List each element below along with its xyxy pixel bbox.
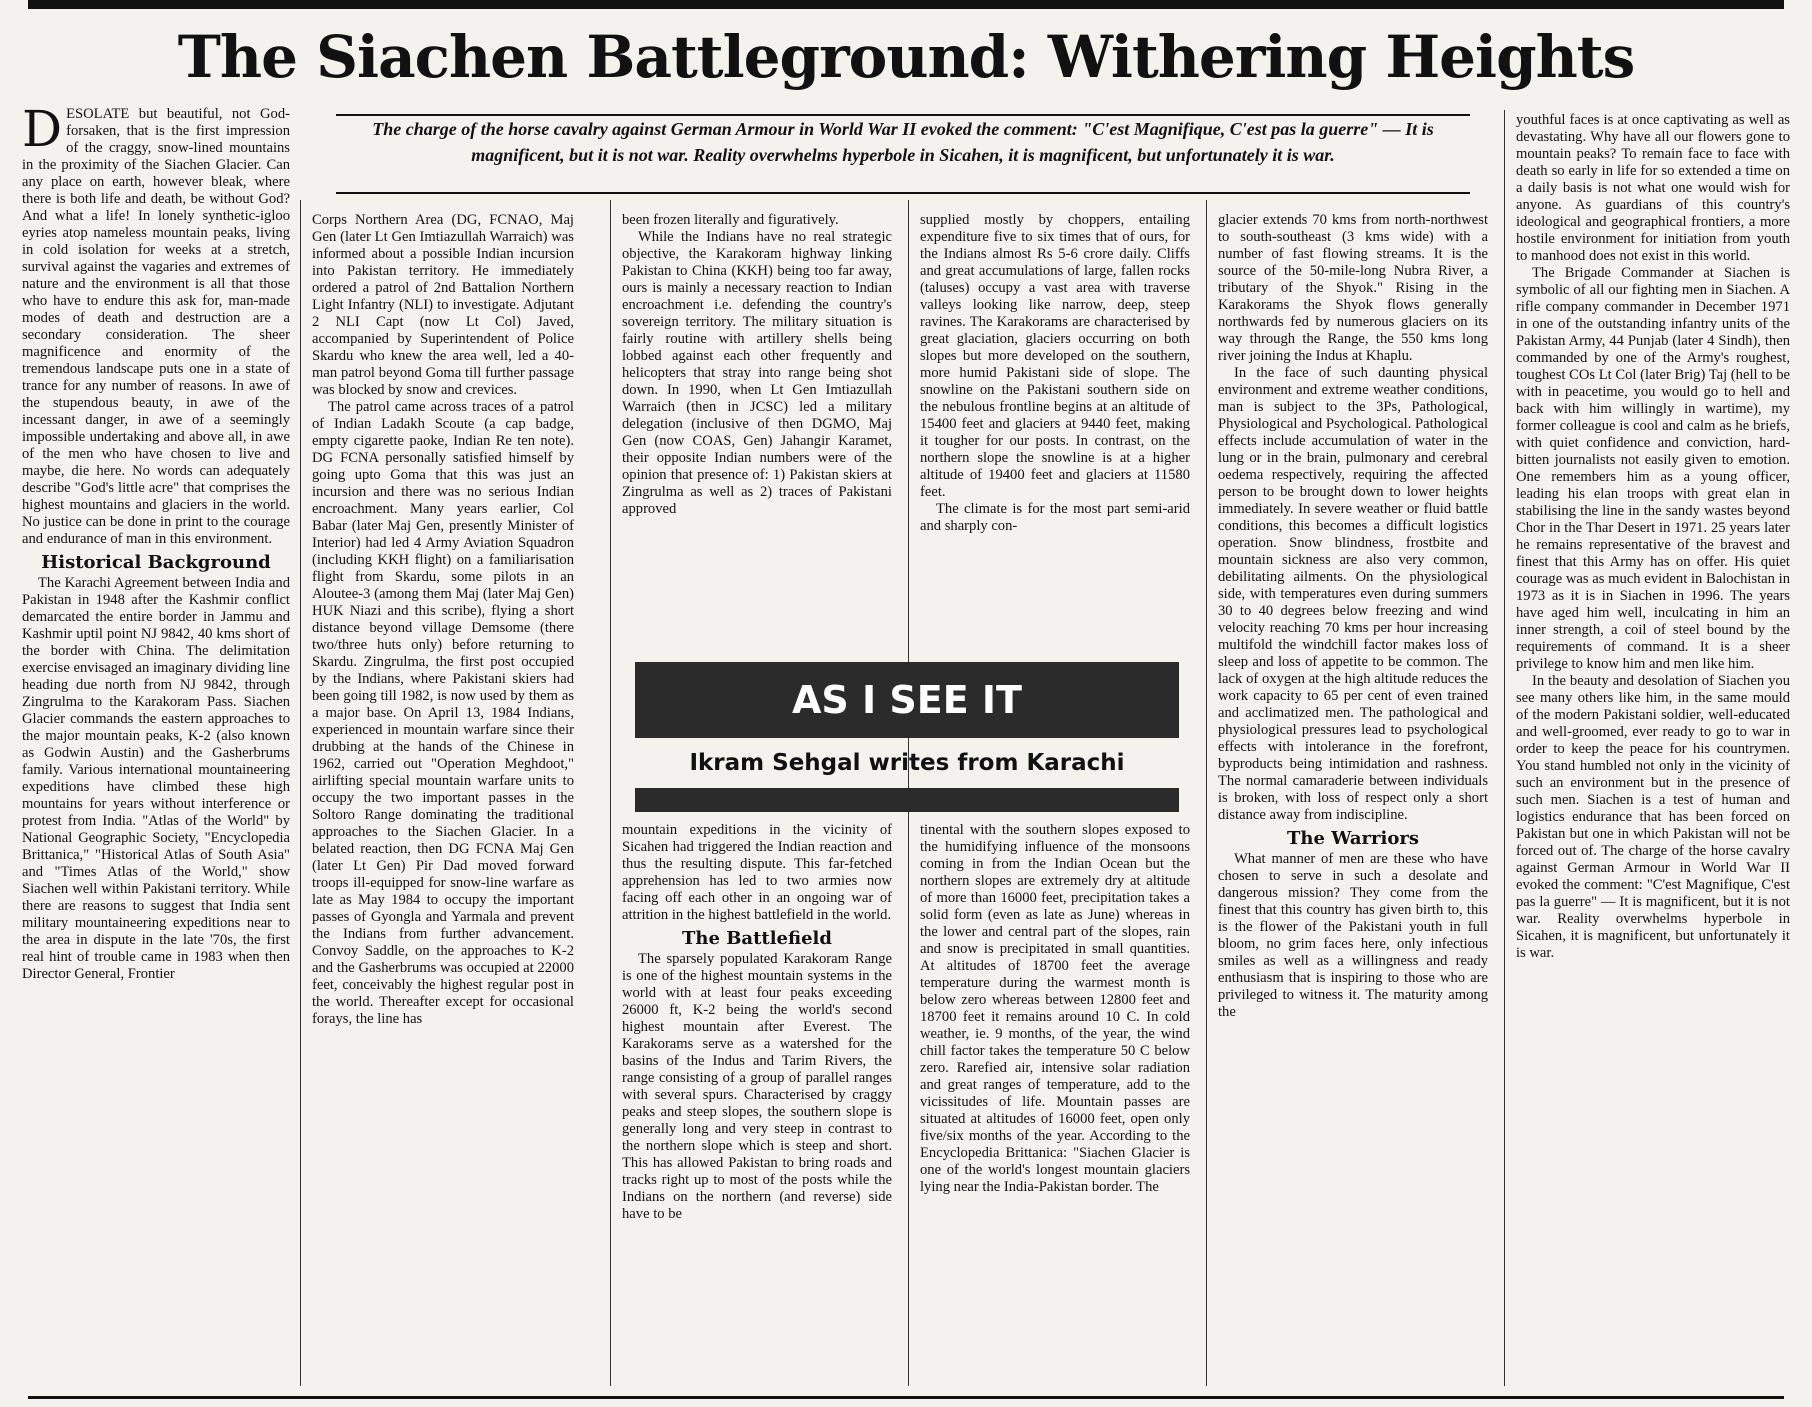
- column-4-bottom: [920, 822, 1190, 1388]
- column-3-top: [622, 212, 892, 644]
- column-divider: [1206, 200, 1207, 1386]
- column-3-bottom: [622, 822, 892, 1388]
- column-5: [1218, 212, 1488, 1388]
- paragraph: In the face of such daunting physical environment and extreme weather conditions, man is subject to the 3Ps, Pathological, Physiological and Psychological. Pathological effects include accumulation of water in the lung or in the brain, pulmonary and cerebral oedema respectively, requiring the affected person to be brought down to lower heights immediately. In severe weather or fluid battle conditions, this becomes a difficult logistics operation. Snow blindness, frostbite and mountain sickness are also very common, debilitating ailments. On the physiological side, with temperatures even during summers 30 to 40 degrees below freezing and wind velocity reaching 70 kms per hour increasing multifold the windchill factor makes loss of sleep and loss of appetite to be common. The lack of oxygen at the high altitude reduces the work capacity to 65 per cent of even trained and acclimatized men. The pathological and physiological pressures lead to psychological effects with intolerance in the forefront, byproducts being intimidation and rashness. The normal camaraderie between individuals is broken, with loss of respect only a short distance away from indiscipline.: [1218, 365, 1488, 823]
- paragraph: DESOLATE but beautiful, not God-forsaken, that is the first impression of the craggy, snow-lined mountains in the proximity of the Siachen Glacier. Can any place on earth, however bleak, where there is both life and death, be without God? And what a life! In lonely synthetic-igloo eyries atop nameless mountain peaks, living in cold isolation for weeks at a stretch, survival against the vagaries and extremes of nature and the environment is all that those who have to endure this ask for, man-made modes of death and destruction are a secondary consideration. The sheer magnificence and enormity of the tremendous landscape puts one in a state of trance for any number of reasons. In awe of the stupendous beauty, in awe of the incessant danger, in awe of a seemingly impossible undertaking and above all, in awe of the men who have chosen to live and maybe, die here. No words can adequately describe "God's little acre" that comprises the highest mountains and glaciers in the world. No justice can be done in print to the courage and endurance of man in this environment.: [22, 106, 290, 547]
- section-heading: Historical Background: [41, 552, 271, 573]
- column-6: [1516, 112, 1790, 1388]
- byline: Ikram Sehgal writes from Karachi: [689, 750, 1125, 776]
- paragraph: Corps Northern Area (DG, FCNAO, Maj Gen (later Lt Gen Imtiazullah Warraich) was informed about a possible Indian incursion into Pakistan territory. He immediately ordered a patrol of 2nd Battalion Northern Light Infantry (NLI) to investigate. Adjutant 2 NLI Capt (now Lt Col) Javed, accompanied by Superintendent of Police Skardu who knew the area well, led a 40-man patrol beyond Goma till further passage was blocked by snow and crevices.: [312, 212, 574, 398]
- paragraph: In the beauty and desolation of Siachen you see many others like him, in the same mould of the modern Pakistani soldier, well-educated and well-groomed, ever ready to go to war in order to keep the peace for his countrymen. You stand humbled not only in the vicinity of such an environment but in the presence of such men. Siachen is a test of human and logistics endurance that has been forced on Pakistan but one in which Pakistan will not be forced out of. The charge of the horse cavalry against German Armour in World War II evoked the comment: "C'est Magnifique, C'est pas la guerre" — It is magnificent, but it is not war. Reality overwhelms hyperbole in Sicahen, it is magnificent, but unfortunately it is war.: [1516, 673, 1790, 961]
- column-2: [312, 212, 574, 1388]
- paragraph: The patrol came across traces of a patrol of Indian Ladakh Scoute (a cap badge, empty cigarette paoke, Indian Re ten note). DG FCNA personally satisfied himself by going upto Goma that this was just an incursion and there was no serious Indian encroachment. Many years earlier, Col Babar (later Maj Gen, presently Minister of Interior) had led 4 Army Aviation Squadron (including KKH flight) on a familiarisation flight from Skardu, some pilots in an Aloutee-3 (among them Maj (later Maj Gen) HUK Niazi and this scribe), flying a short distance beyond village Demsome (there two/three huts only) before returning to Skardu. Zingrulma, the first post occupied by the Indians, where Pakistani skiers had been going till 1982, is now used by them as a major base. On April 13, 1984 Indians, experienced in mountain warfare since their drubbing at the hands of the Chinese in 1962, carried out "Operation Meghdoot," airlifting special mountain warfare units to occupy the two important passes in the Soltoro Range dominating the traditional approaches to the Siachen Glacier. In a belated reaction, then DG FCNA Maj Gen (later Lt Gen) Pir Dad moved forward troops ill-equipped for snow-line warfare as late as May 1984 to occupy the important passes of Gyongla and Yarmala and prevent the Indians from further advancement. Convoy Saddle, on the approaches to K-2 and the Gasherbrums was occupied at 22000 feet, conceivably the highest regular post in the world. Thereafter except for occasional forays, the line has: [312, 399, 574, 1027]
- paragraph: tinental with the southern slopes exposed to the humidifying influence of the monsoons coming in from the Indian Ocean but the northern slopes are extremely dry at altitude of more than 16000 feet, precipitation takes a solid form (even as late as June) whereas in the lower and central part of the slopes, rain and snow is precipitated in small quantities. At altitudes of 18700 feet the average temperature during the warmest month is below zero whereas between 12800 feet and 18700 feet it remains around 10 C. In cold weather, ie. 9 months, of the year, the wind chill factor takes the temperature 50 C below zero. Rarefied air, intensive solar radiation and great ranges of temperature, add to the vicissitudes of life. Mountain passes are situated at altitudes of 16000 feet, open only five/six months of the year. According to the Encyclopedia Brittanica: "Siachen Glacier is one of the world's longest mountain glaciers lying near the India-Pakistan border. The: [920, 822, 1190, 1195]
- column-divider: [300, 200, 301, 1386]
- headline: The Siachen Battleground: Withering Heights: [177, 23, 1635, 91]
- paragraph: mountain expeditions in the vicinity of Sicahen had triggered the Indian reaction and thus the resulting dispute. This far-fetched apprehension has led to two armies now facing off each other in an ongoing war of attrition in the highest battlefield in the world.: [622, 822, 892, 923]
- section-heading: The Battlefield: [682, 928, 832, 949]
- drop-cap: D: [22, 106, 63, 158]
- banner-bar: [635, 788, 1179, 812]
- paragraph: supplied mostly by choppers, entailing expenditure five to six times that of ours, for the Indians almost Rs 5-6 crore daily. Cliffs and great accumulations of large, fallen rocks (taluses) occupy a vast area with traverse valleys looking like narrow, deep, steep ravines. The Karakorams are characterised by great glaciation, glaciers occurring on both slopes but more developed on the southern, more humid Pakistani side of slope. The snowline on the Pakistani southern side on the nebulous frontline begins at an altitude of 15400 feet and glaciers at 9440 feet, making it tougher for our posts. In contrast, on the northern slope the snowline is at a higher altitude of 19400 feet and glaciers at 11580 feet.: [920, 212, 1190, 500]
- paragraph: The climate is for the most part semi-arid and sharply con-: [920, 501, 1190, 534]
- section-heading: The Warriors: [1287, 828, 1419, 849]
- column-1: [22, 106, 290, 1388]
- column-divider: [610, 200, 611, 1386]
- paragraph: The sparsely populated Karakoram Range is one of the highest mountain systems in the world with at least four peaks exceeding 26000 ft, K-2 being the world's second highest mountain after Everest. The Karakorams serve as a watershed for the basins of the Indus and Tarim Rivers, the range consisting of a group of parallel ranges with several spurs. Characterised by craggy peaks and steep slopes, the southern slope is generally long and very steep in contrast to the northern slope which is steep and short. This has allowed Pakistan to bring roads and tracks right up to most of the posts while the Indians on the northern (and reverse) side have to be: [622, 951, 892, 1222]
- paragraph: been frozen literally and figuratively.: [622, 212, 839, 228]
- paragraph: While the Indians have no real strategic objective, the Karakoram highway linking Pakistan to China (KKH) being too far away, ours is mainly a necessary reaction to Indian encroachment i.e. defending the country's sovereign territory. The military situation is fairly routine with artillery shells being lobbed against each other frequently and helicopters that stray into range being shot down. In 1990, when Lt Gen Imtiazullah Warraich (then in JCSC) led a military delegation (inclusive of then DGMO, Maj Gen (now COAS, Gen) Jahangir Karamet, their opposite Indian numbers were of the opinion that presence of: 1) Pakistan skiers at Zingrulma as well as 2) traces of Pakistani approved: [622, 229, 892, 517]
- paragraph: The Karachi Agreement between India and Pakistan in 1948 after the Kashmir conflict demarcated the entire border in Jammu and Kashmir uptil point NJ 9842, 40 kms short of the border with China. The delimitation exercise envisaged an imaginary dividing line heading due north from NJ 9842, through Zingrulma to the Karakoram Pass. Siachen Glacier commands the eastern approaches to the major mountain peaks, K-2 (also known as Godwin Austin) and the Gasherbrums family. Various international mountaineering expeditions have climbed these high mountains for years without interference or protest from India. "Atlas of the World" by National Geographic Society, "Encyclopedia Brittanica," "Historical Atlas of South Asia" and "Times Atlas of the World," show Siachen well within Pakistani territory. While there are reasons to suggest that India sent military mountaineering expeditions near to the area in dispute in the late '70s, the first real hint of trouble came in 1983 when then Director General, Frontier: [22, 575, 290, 982]
- paragraph: The Brigade Commander at Siachen is symbolic of all our fighting men in Siachen. A rifle company commander in December 1971 in one of the outstanding infantry units of the Pakistan Army, 44 Punjab (later 4 Sindh), then commanded by one of the Army's roughest, toughest COs Lt Col (later Brig) Taj (hell to be with in peacetime, you would go to hell and back with him willingly in wartime), my former colleague is cool and calm as he briefs, with quiet confidence and conviction, hard-bitten journalists not easily given to emotion. One remembers him as a young officer, leading his elan troops with great elan in stabilising the line in the sandy wastes beyond Chor in the Thar Desert in 1971. 25 years later he remains representative of the bravest and finest that this Army has on offer. His quiet courage was as much evident in Balochistan in 1973 as it is in Siachen in 1996. The years have aged him well, inculcating in him an inner strength, a coil of steel bound by the requirements of command. It is a sheer privilege to know him and men like him.: [1516, 265, 1790, 672]
- paragraph: youthful faces is at once captivating as well as devastating. Why have all our flowers gone to mountain peaks? To remain face to face with death so early in life for so extended a time on a daily basis is not what one would wish for anyone. As guardians of this country's ideological and geographical frontiers, a more hostile environment for initiation from youth to manhood does not exist in this world.: [1516, 112, 1790, 264]
- paragraph: What manner of men are these who have chosen to serve in such a desolate and dangerous mission? They come from the finest that this country has given birth to, this is the flower of the Pakistani youth in full bloom, no grim faces here, only infectious smiles as well as a willingness and ready enthusiasm that is inspiring to those who are privileged to witness it. The maturity among the: [1218, 851, 1488, 1020]
- column-4-top: [920, 212, 1190, 644]
- column-divider: [1504, 110, 1505, 1386]
- standfirst: The charge of the horse cavalry against German Armour in World War II evoked the comment: "C'est Magnifique, C'est pas la guerre" — It is magnificent, but it is not war. Reality overwhelms hyperbole in Sicahen, it is magnificent, but unfortunately it is war.: [336, 114, 1470, 194]
- column-banner: AS I SEE IT: [635, 662, 1179, 738]
- bottom-rule: [28, 1396, 1784, 1399]
- top-rule: [28, 0, 1784, 9]
- paragraph: glacier extends 70 kms from north-northwest to south-southeast (3 kms wide) with a number of fast flowing streams. It is the source of the 50-mile-long Nubra River, a tributary of the Shyok." Rising in the Karakorams the Shyok flows generally northwards fed by numerous glaciers on its way through the Range, the 550 kms long river joining the Indus at Khaplu.: [1218, 212, 1488, 364]
